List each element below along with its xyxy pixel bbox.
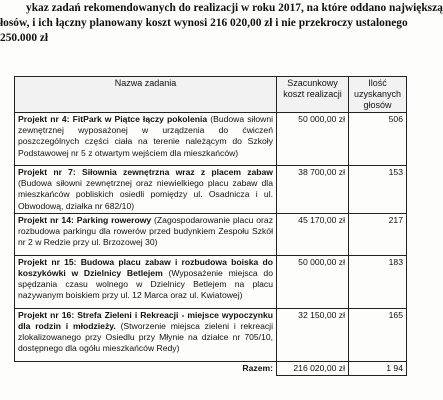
project-cell (15, 213, 277, 255)
project-votes: 153 (349, 166, 407, 214)
table-row (15, 113, 407, 166)
project-cost: 38 700,00 zł (277, 166, 349, 214)
header-votes: Ilość uzyskanych głosów (349, 77, 407, 113)
intro-line-3: 250.000 zł (0, 32, 49, 44)
project-votes: 217 (349, 213, 407, 255)
project-title: Projekt nr 7: Siłownia zewnętrzna wraz z placem zabaw (18, 167, 273, 177)
table-row (15, 213, 407, 255)
table-header-row (15, 77, 407, 113)
project-cost: 50 000,00 zł (277, 255, 349, 308)
project-votes: 183 (349, 255, 407, 308)
intro-line-1: ykaz zadań rekomendowanych do realizacji w roku 2017, na które oddano największą (26, 2, 443, 14)
table-row (15, 308, 407, 361)
project-title: Projekt nr 15: Budowa placu zabaw i rozbudowa boiska do koszykówki w Dzielnicy Betlejem (18, 256, 273, 279)
project-cell (15, 113, 277, 166)
intro-text (0, 1, 443, 46)
project-cell (15, 166, 277, 214)
project-desc: (Stworzenie miejsca zieleni i rekreacji zlokalizowanego przy Osiedlu przy Młynie na działce nr 705/10, dostępnego dla ogółu mieszkańców Redy) (18, 321, 273, 354)
total-votes: 1 94 (349, 361, 407, 375)
project-cost: 45 170,00 zł (277, 213, 349, 255)
header-cost: Szacunkowy koszt realizacji (277, 77, 349, 113)
table-row (15, 166, 407, 214)
project-desc: (Budowa siłowni zewnętrznej oraz niewielkiego placu zabaw dla mieszkańców pobliskich osiedli pomiędzy ul. Osadnicza i ul. Obwodową, działka nr 682/10) (18, 178, 273, 211)
total-cost: 216 020,00 zł (277, 361, 349, 375)
project-desc: (Zagospodarowanie placu oraz rozbudowa parkingu dla rowerów przed budynkiem Zespołu Szkół nr 2 w Redzie przy ul. Brzozowej 30) (18, 214, 273, 248)
project-title: Projekt nr 4: FitPark w Piątce łączy pokolenia (18, 114, 208, 124)
intro-line-2: łosów, i ich łączny planowany koszt wynosi 216 020,00 zł i nie przekroczy ustalonego (0, 17, 408, 29)
header-name: Nazwa zadania (15, 77, 277, 113)
project-votes: 506 (349, 113, 407, 166)
total-label: Razem: (242, 362, 273, 373)
project-votes: 165 (349, 308, 407, 361)
project-title: Projekt nr 14: Parking rowerowy (18, 214, 152, 225)
projects-table (14, 76, 407, 376)
total-row (15, 361, 407, 375)
project-title: Projekt nr 16: Strefa Zieleni i Rekreacji - miejsce wypoczynku dla rodzin i młodzieży. (18, 309, 273, 332)
project-cell (15, 308, 277, 361)
table-row (15, 255, 407, 308)
project-desc: (Budowa siłowni zewnętrznej wyposażonej w urządzenia do ćwiczeń poszczególnych części ciała na terenie należącym do Szkoły Podstawowej nr 5 z otwartym wejściem dla mieszkańców) (18, 114, 274, 158)
project-cost: 50 000,00 zł (277, 113, 349, 166)
project-desc: (Wyposażenie miejsca do spędzania czasu wolnego w Dzielnicy Betlejem na placu nazywanym boiskiem przy ul. 12 Marca oraz ul. Kwiatowej) (18, 268, 273, 301)
project-cell (15, 255, 277, 308)
project-cost: 32 150,00 zł (277, 308, 349, 361)
